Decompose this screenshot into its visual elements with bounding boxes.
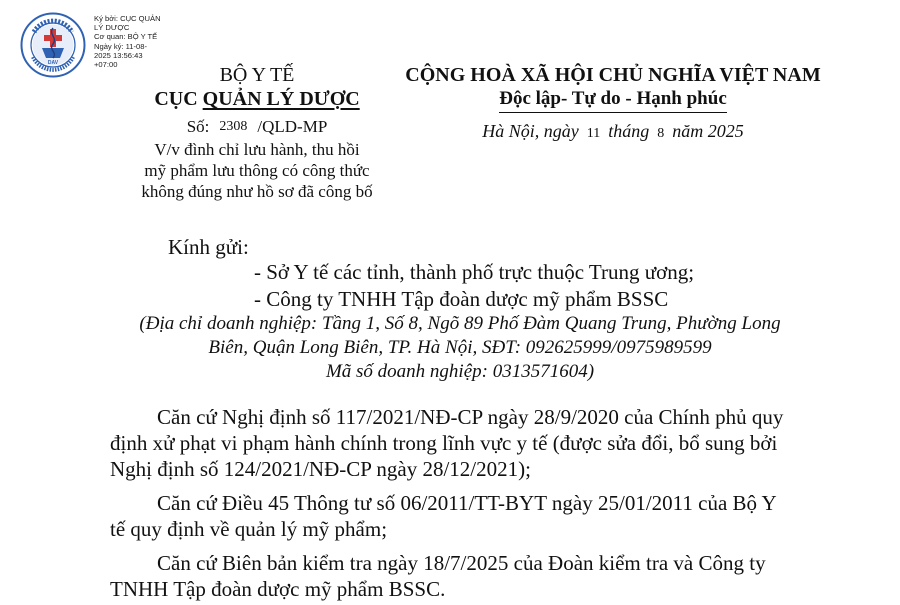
department-underlined: QUẢN LÝ DƯỢC bbox=[202, 88, 360, 110]
legal-basis-paragraph-2 bbox=[110, 490, 822, 542]
signature-line: +07:00 bbox=[94, 60, 118, 70]
paragraph-line: Căn cứ Điều 45 Thông tư số 06/2011/TT-BYT ngày 25/01/2011 của Bộ Y bbox=[157, 491, 777, 515]
signature-line: Ngày ký: 11-08- bbox=[94, 41, 148, 51]
date-prefix: Hà Nội, ngày bbox=[482, 121, 579, 141]
date-day: 11 bbox=[586, 126, 601, 141]
document-subject bbox=[92, 139, 422, 202]
address-line: (Địa chỉ doanh nghiệp: Tầng 1, Số 8, Ngõ 89 Phố Đàm Quang Trung, Phường Long bbox=[139, 313, 781, 334]
recipient-address bbox=[110, 312, 810, 384]
address-line: Mã số doanh nghiệp: 0313571604) bbox=[325, 361, 595, 382]
greeting: Kính gửi: bbox=[168, 235, 249, 259]
date-year: năm 2025 bbox=[672, 121, 744, 141]
ministry-name: BỘ Y TẾ bbox=[219, 64, 295, 86]
signature-line: Ký bởi: CỤC QUẢN bbox=[94, 14, 161, 23]
seal-center-text: DAV bbox=[47, 60, 59, 66]
subject-line: V/v đình chỉ lưu hành, thu hồi bbox=[154, 140, 360, 159]
document-number bbox=[92, 115, 422, 139]
national-header bbox=[378, 63, 848, 146]
paragraph-line: Căn cứ Nghị định số 117/2021/NĐ-CP ngày 28/9/2020 của Chính phủ quy bbox=[157, 405, 784, 429]
date-month: 8 bbox=[657, 126, 665, 141]
paragraph-line: Căn cứ Biên bản kiểm tra ngày 18/7/2025 của Đoàn kiểm tra và Công ty bbox=[157, 551, 766, 575]
nation-title: CỘNG HOÀ XÃ HỘI CHỦ NGHĨA VIỆT NAM bbox=[405, 64, 821, 86]
digital-signature-block bbox=[94, 14, 174, 69]
signature-line: LÝ DƯỢC bbox=[94, 23, 130, 33]
doc-number-suffix: /QLD-MP bbox=[257, 117, 328, 136]
department-prefix: CỤC bbox=[154, 88, 203, 110]
national-motto: Độc lập- Tự do - Hạnh phúc bbox=[499, 87, 727, 113]
signature-line: 2025 13:56:43 bbox=[94, 50, 143, 60]
legal-basis-paragraph-1 bbox=[110, 404, 822, 482]
address-line: Biên, Quận Long Biên, TP. Hà Nội, SĐT: 092625999/0975989599 bbox=[208, 337, 712, 358]
paragraph-line: TNHH Tập đoàn dược mỹ phẩm BSSC. bbox=[110, 577, 446, 601]
paragraph-line: Nghị định số 124/2021/NĐ-CP ngày 28/12/2021); bbox=[110, 457, 531, 481]
doc-number-label: Số: bbox=[186, 117, 210, 136]
recipient-2: - Công ty TNHH Tập đoàn dược mỹ phẩm BSSC bbox=[254, 287, 669, 311]
date-month-label: tháng bbox=[608, 121, 650, 141]
recipient-1: - Sở Y tế các tỉnh, thành phố trực thuộc Trung ương; bbox=[254, 260, 695, 284]
issuer-header bbox=[92, 63, 422, 202]
issue-date bbox=[378, 119, 848, 146]
subject-line: mỹ phẩm lưu thông có công thức bbox=[144, 161, 370, 180]
paragraph-line: tế quy định về quản lý mỹ phẩm; bbox=[110, 517, 388, 541]
paragraph-line: định xử phạt vi phạm hành chính trong lĩnh vực y tế (được sửa đổi, bổ sung bởi bbox=[110, 431, 778, 455]
department-name bbox=[92, 87, 422, 111]
signature-line: Cơ quan: BỘ Y TẾ bbox=[94, 32, 158, 42]
subject-line: không đúng như hồ sơ đã công bố bbox=[141, 182, 373, 201]
doc-number-value: 2308 bbox=[219, 119, 248, 134]
legal-basis-paragraph-3 bbox=[110, 550, 822, 602]
agency-seal-logo bbox=[20, 12, 86, 78]
